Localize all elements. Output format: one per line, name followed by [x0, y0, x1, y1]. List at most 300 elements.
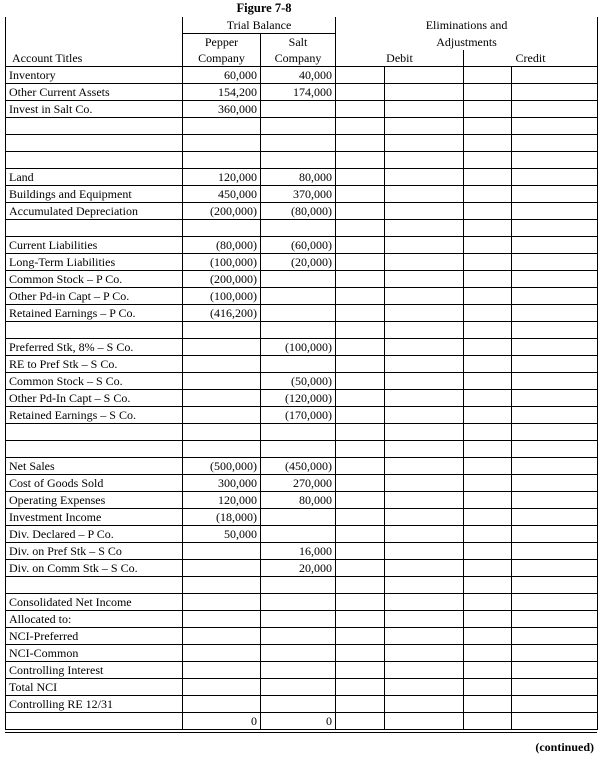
account-title-cell: Controlling Interest — [6, 662, 183, 679]
salt-amount-cell: (20,000) — [261, 254, 336, 271]
account-title-cell — [6, 322, 183, 339]
debit-ref-cell — [336, 611, 385, 628]
debit-ref-cell — [336, 594, 385, 611]
table-row — [6, 322, 598, 339]
pepper-amount-cell: (18,000) — [183, 509, 261, 526]
credit-amount-cell — [512, 424, 598, 441]
table-row — [6, 186, 598, 203]
table-row — [6, 696, 598, 713]
credit-ref-cell — [464, 220, 512, 237]
credit-amount-cell — [512, 254, 598, 271]
credit-ref-cell — [464, 560, 512, 577]
credit-amount-cell — [512, 152, 598, 169]
debit-ref-cell — [336, 169, 385, 186]
table-row — [6, 135, 598, 152]
salt-amount-cell: (170,000) — [261, 407, 336, 424]
debit-ref-cell — [336, 424, 385, 441]
pepper-amount-cell — [183, 577, 261, 594]
table-row — [6, 611, 598, 628]
salt-amount-cell: 270,000 — [261, 475, 336, 492]
debit-amount-cell — [385, 356, 464, 373]
pepper-amount-cell — [183, 696, 261, 713]
credit-amount-cell — [512, 288, 598, 305]
credit-amount-cell — [512, 118, 598, 135]
credit-ref-cell — [464, 203, 512, 220]
debit-ref-cell — [336, 271, 385, 288]
pepper-amount-cell — [183, 679, 261, 696]
credit-header: Credit — [464, 50, 598, 67]
debit-amount-cell — [385, 305, 464, 322]
credit-ref-cell — [464, 696, 512, 713]
pepper-amount-cell — [183, 594, 261, 611]
salt-amount-cell: 0 — [261, 713, 336, 730]
credit-ref-cell — [464, 407, 512, 424]
table-row — [6, 543, 598, 560]
pepper-amount-cell: (416,200) — [183, 305, 261, 322]
debit-amount-cell — [385, 679, 464, 696]
salt-amount-cell — [261, 356, 336, 373]
salt-amount-cell — [261, 577, 336, 594]
debit-ref-cell — [336, 441, 385, 458]
salt-amount-cell: 80,000 — [261, 169, 336, 186]
debit-ref-cell — [336, 679, 385, 696]
credit-ref-cell — [464, 509, 512, 526]
debit-amount-cell — [385, 645, 464, 662]
debit-ref-cell — [336, 339, 385, 356]
debit-amount-cell — [385, 322, 464, 339]
debit-ref-cell — [336, 203, 385, 220]
credit-amount-cell — [512, 339, 598, 356]
account-title-cell — [6, 118, 183, 135]
credit-amount-cell — [512, 628, 598, 645]
credit-ref-cell — [464, 713, 512, 730]
pepper-amount-cell: (80,000) — [183, 237, 261, 254]
figure-title: Figure 7-8 — [236, 1, 292, 15]
table-row — [6, 662, 598, 679]
credit-amount-cell — [512, 407, 598, 424]
continued-note: (continued) — [535, 740, 594, 754]
credit-amount-cell — [512, 101, 598, 118]
salt-amount-cell: 16,000 — [261, 543, 336, 560]
pepper-amount-cell — [183, 611, 261, 628]
table-row — [6, 424, 598, 441]
credit-amount-cell — [512, 203, 598, 220]
credit-amount-cell — [512, 696, 598, 713]
debit-amount-cell — [385, 390, 464, 407]
worksheet-table — [5, 17, 598, 730]
pepper-amount-cell: (200,000) — [183, 271, 261, 288]
pepper-amount-cell: 50,000 — [183, 526, 261, 543]
salt-amount-cell: 174,000 — [261, 84, 336, 101]
debit-ref-cell — [336, 458, 385, 475]
account-title-cell: NCI-Common — [6, 645, 183, 662]
credit-ref-cell — [464, 679, 512, 696]
account-title-cell: Buildings and Equipment — [6, 186, 183, 203]
table-row — [6, 169, 598, 186]
debit-ref-cell — [336, 220, 385, 237]
debit-amount-cell — [385, 237, 464, 254]
credit-ref-cell — [464, 152, 512, 169]
pepper-amount-cell: 450,000 — [183, 186, 261, 203]
debit-ref-cell — [336, 577, 385, 594]
credit-ref-cell — [464, 492, 512, 509]
debit-ref-cell — [336, 526, 385, 543]
salt-amount-cell — [261, 441, 336, 458]
trial-balance-header: Trial Balance — [183, 17, 336, 34]
salt-amount-cell: 40,000 — [261, 67, 336, 84]
salt-amount-cell — [261, 645, 336, 662]
account-title-cell: Other Pd-in Capt – P Co. — [6, 288, 183, 305]
debit-amount-cell — [385, 696, 464, 713]
debit-amount-cell — [385, 424, 464, 441]
credit-amount-cell — [512, 84, 598, 101]
table-row — [6, 594, 598, 611]
credit-amount-cell — [512, 560, 598, 577]
credit-amount-cell — [512, 305, 598, 322]
header-row-2 — [6, 34, 598, 51]
table-row — [6, 152, 598, 169]
credit-ref-cell — [464, 237, 512, 254]
credit-ref-cell — [464, 424, 512, 441]
debit-amount-cell — [385, 560, 464, 577]
salt-amount-cell — [261, 135, 336, 152]
credit-ref-cell — [464, 339, 512, 356]
credit-amount-cell — [512, 611, 598, 628]
pepper-amount-cell — [183, 407, 261, 424]
table-row — [6, 288, 598, 305]
salt-amount-cell — [261, 509, 336, 526]
salt-amount-cell — [261, 526, 336, 543]
account-title-cell — [6, 152, 183, 169]
salt-amount-cell — [261, 628, 336, 645]
pepper-amount-cell — [183, 560, 261, 577]
credit-amount-cell — [512, 526, 598, 543]
credit-amount-cell — [512, 271, 598, 288]
eliminations-header-2: Adjustments — [336, 34, 598, 51]
salt-amount-cell — [261, 696, 336, 713]
credit-ref-cell — [464, 645, 512, 662]
debit-amount-cell — [385, 203, 464, 220]
table-row — [6, 526, 598, 543]
credit-ref-cell — [464, 322, 512, 339]
debit-ref-cell — [336, 509, 385, 526]
double-rule — [5, 732, 597, 733]
table-row — [6, 220, 598, 237]
debit-amount-cell — [385, 186, 464, 203]
account-title-cell: Invest in Salt Co. — [6, 101, 183, 118]
salt-amount-cell — [261, 611, 336, 628]
table-row — [6, 67, 598, 84]
pepper-amount-cell: 0 — [183, 713, 261, 730]
credit-amount-cell — [512, 237, 598, 254]
credit-ref-cell — [464, 135, 512, 152]
salt-amount-cell — [261, 288, 336, 305]
credit-ref-cell — [464, 101, 512, 118]
salt-amount-cell: (100,000) — [261, 339, 336, 356]
pepper-header-1: Pepper — [183, 34, 261, 51]
pepper-amount-cell — [183, 356, 261, 373]
account-title-cell: Div. on Pref Stk – S Co — [6, 543, 183, 560]
salt-header-2: Company — [261, 50, 336, 67]
debit-amount-cell — [385, 526, 464, 543]
credit-ref-cell — [464, 118, 512, 135]
table-row — [6, 271, 598, 288]
salt-amount-cell — [261, 322, 336, 339]
account-title-cell: Preferred Stk, 8% – S Co. — [6, 339, 183, 356]
account-title-cell: Retained Earnings – S Co. — [6, 407, 183, 424]
debit-ref-cell — [336, 288, 385, 305]
credit-ref-cell — [464, 84, 512, 101]
credit-ref-cell — [464, 390, 512, 407]
pepper-amount-cell — [183, 339, 261, 356]
credit-ref-cell — [464, 526, 512, 543]
debit-amount-cell — [385, 152, 464, 169]
debit-amount-cell — [385, 628, 464, 645]
debit-amount-cell — [385, 441, 464, 458]
account-title-cell: Common Stock – S Co. — [6, 373, 183, 390]
debit-ref-cell — [336, 152, 385, 169]
credit-amount-cell — [512, 509, 598, 526]
table-row — [6, 118, 598, 135]
pepper-amount-cell — [183, 645, 261, 662]
account-titles-header: Account Titles — [6, 50, 183, 67]
account-title-cell — [6, 424, 183, 441]
debit-ref-cell — [336, 645, 385, 662]
debit-ref-cell — [336, 543, 385, 560]
pepper-amount-cell: (500,000) — [183, 458, 261, 475]
pepper-header-2: Company — [183, 50, 261, 67]
credit-amount-cell — [512, 594, 598, 611]
debit-amount-cell — [385, 407, 464, 424]
credit-ref-cell — [464, 628, 512, 645]
account-title-cell: Div. Declared – P Co. — [6, 526, 183, 543]
credit-amount-cell — [512, 135, 598, 152]
pepper-amount-cell: (200,000) — [183, 203, 261, 220]
table-row — [6, 713, 598, 730]
account-title-cell — [6, 220, 183, 237]
salt-amount-cell: (50,000) — [261, 373, 336, 390]
credit-amount-cell — [512, 475, 598, 492]
account-title-cell: Inventory — [6, 67, 183, 84]
debit-ref-cell — [336, 662, 385, 679]
salt-amount-cell — [261, 101, 336, 118]
account-title-cell: Other Pd-In Capt – S Co. — [6, 390, 183, 407]
debit-ref-cell — [336, 373, 385, 390]
table-row — [6, 237, 598, 254]
account-title-cell — [6, 713, 183, 730]
account-title-cell: Total NCI — [6, 679, 183, 696]
pepper-amount-cell: (100,000) — [183, 288, 261, 305]
salt-amount-cell: 80,000 — [261, 492, 336, 509]
debit-amount-cell — [385, 577, 464, 594]
account-title-cell: Common Stock – P Co. — [6, 271, 183, 288]
pepper-amount-cell: 300,000 — [183, 475, 261, 492]
account-title-cell: Controlling RE 12/31 — [6, 696, 183, 713]
debit-amount-cell — [385, 271, 464, 288]
credit-amount-cell — [512, 220, 598, 237]
credit-amount-cell — [512, 645, 598, 662]
credit-ref-cell — [464, 254, 512, 271]
table-row — [6, 373, 598, 390]
debit-amount-cell — [385, 118, 464, 135]
account-title-cell — [6, 135, 183, 152]
pepper-amount-cell — [183, 424, 261, 441]
salt-amount-cell — [261, 152, 336, 169]
table-row — [6, 645, 598, 662]
pepper-amount-cell — [183, 373, 261, 390]
debit-ref-cell — [336, 101, 385, 118]
pepper-amount-cell — [183, 390, 261, 407]
account-title-cell: Net Sales — [6, 458, 183, 475]
salt-amount-cell — [261, 662, 336, 679]
debit-amount-cell — [385, 713, 464, 730]
credit-amount-cell — [512, 543, 598, 560]
account-title-cell: Accumulated Depreciation — [6, 203, 183, 220]
credit-amount-cell — [512, 373, 598, 390]
debit-amount-cell — [385, 543, 464, 560]
debit-ref-cell — [336, 67, 385, 84]
credit-ref-cell — [464, 475, 512, 492]
table-row — [6, 339, 598, 356]
debit-amount-cell — [385, 611, 464, 628]
pepper-amount-cell — [183, 220, 261, 237]
salt-amount-cell — [261, 594, 336, 611]
credit-amount-cell — [512, 458, 598, 475]
debit-amount-cell — [385, 662, 464, 679]
debit-amount-cell — [385, 288, 464, 305]
debit-ref-cell — [336, 492, 385, 509]
debit-amount-cell — [385, 101, 464, 118]
table-row — [6, 458, 598, 475]
pepper-amount-cell: 360,000 — [183, 101, 261, 118]
account-title-cell: NCI-Preferred — [6, 628, 183, 645]
debit-amount-cell — [385, 135, 464, 152]
credit-ref-cell — [464, 577, 512, 594]
pepper-amount-cell: 120,000 — [183, 169, 261, 186]
debit-ref-cell — [336, 305, 385, 322]
account-title-cell: RE to Pref Stk – S Co. — [6, 356, 183, 373]
debit-amount-cell — [385, 67, 464, 84]
salt-amount-cell — [261, 305, 336, 322]
debit-amount-cell — [385, 84, 464, 101]
credit-amount-cell — [512, 390, 598, 407]
table-row — [6, 203, 598, 220]
table-row — [6, 679, 598, 696]
debit-ref-cell — [336, 407, 385, 424]
account-title-cell: Long-Term Liabilities — [6, 254, 183, 271]
credit-amount-cell — [512, 679, 598, 696]
pepper-amount-cell — [183, 152, 261, 169]
table-row — [6, 356, 598, 373]
debit-amount-cell — [385, 594, 464, 611]
debit-ref-cell — [336, 118, 385, 135]
salt-amount-cell: (60,000) — [261, 237, 336, 254]
table-row — [6, 84, 598, 101]
salt-amount-cell — [261, 118, 336, 135]
pepper-amount-cell — [183, 543, 261, 560]
credit-ref-cell — [464, 288, 512, 305]
debit-header: Debit — [336, 50, 464, 67]
debit-ref-cell — [336, 696, 385, 713]
debit-amount-cell — [385, 339, 464, 356]
salt-amount-cell — [261, 271, 336, 288]
debit-ref-cell — [336, 254, 385, 271]
credit-amount-cell — [512, 356, 598, 373]
table-row — [6, 254, 598, 271]
salt-amount-cell: 20,000 — [261, 560, 336, 577]
debit-ref-cell — [336, 475, 385, 492]
eliminations-header-1: Eliminations and — [336, 17, 598, 34]
account-title-cell: Land — [6, 169, 183, 186]
table-row — [6, 509, 598, 526]
table-row — [6, 577, 598, 594]
account-title-cell: Consolidated Net Income — [6, 594, 183, 611]
table-row — [6, 492, 598, 509]
pepper-amount-cell: 120,000 — [183, 492, 261, 509]
pepper-amount-cell — [183, 135, 261, 152]
table-row — [6, 475, 598, 492]
credit-ref-cell — [464, 594, 512, 611]
credit-amount-cell — [512, 322, 598, 339]
credit-ref-cell — [464, 67, 512, 84]
credit-ref-cell — [464, 356, 512, 373]
salt-amount-cell — [261, 220, 336, 237]
credit-amount-cell — [512, 186, 598, 203]
debit-amount-cell — [385, 169, 464, 186]
credit-amount-cell — [512, 67, 598, 84]
account-title-cell: Other Current Assets — [6, 84, 183, 101]
credit-amount-cell — [512, 492, 598, 509]
credit-amount-cell — [512, 662, 598, 679]
debit-ref-cell — [336, 390, 385, 407]
table-row — [6, 101, 598, 118]
credit-amount-cell — [512, 713, 598, 730]
header-row-1 — [6, 17, 598, 34]
table-row — [6, 441, 598, 458]
debit-amount-cell — [385, 373, 464, 390]
table-row — [6, 305, 598, 322]
salt-header-1: Salt — [261, 34, 336, 51]
account-title-cell — [6, 577, 183, 594]
debit-ref-cell — [336, 135, 385, 152]
credit-ref-cell — [464, 169, 512, 186]
credit-ref-cell — [464, 305, 512, 322]
account-title-cell: Current Liabilities — [6, 237, 183, 254]
debit-ref-cell — [336, 356, 385, 373]
salt-amount-cell: (120,000) — [261, 390, 336, 407]
salt-amount-cell — [261, 679, 336, 696]
pepper-amount-cell — [183, 628, 261, 645]
debit-ref-cell — [336, 322, 385, 339]
table-row — [6, 390, 598, 407]
table-row — [6, 560, 598, 577]
account-title-cell: Retained Earnings – P Co. — [6, 305, 183, 322]
debit-ref-cell — [336, 628, 385, 645]
debit-ref-cell — [336, 560, 385, 577]
debit-amount-cell — [385, 492, 464, 509]
credit-ref-cell — [464, 441, 512, 458]
credit-amount-cell — [512, 169, 598, 186]
credit-ref-cell — [464, 458, 512, 475]
table-row — [6, 407, 598, 424]
debit-ref-cell — [336, 237, 385, 254]
pepper-amount-cell — [183, 322, 261, 339]
debit-amount-cell — [385, 475, 464, 492]
credit-ref-cell — [464, 271, 512, 288]
debit-amount-cell — [385, 509, 464, 526]
pepper-amount-cell: 154,200 — [183, 84, 261, 101]
salt-amount-cell — [261, 424, 336, 441]
